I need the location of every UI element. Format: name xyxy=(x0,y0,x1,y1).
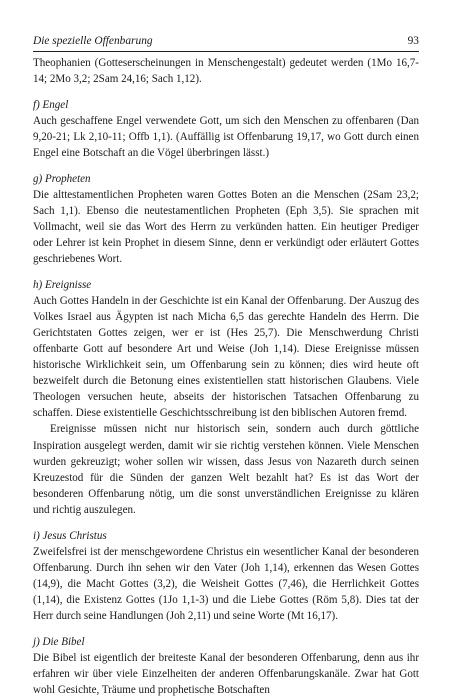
chapter-title: Die spezielle Offenbarung xyxy=(33,35,153,47)
section-propheten xyxy=(33,171,419,268)
section-engel xyxy=(33,97,419,161)
book-page xyxy=(33,34,419,698)
section-heading: g) Propheten xyxy=(33,172,91,185)
section-heading: j) Die Bibel xyxy=(33,635,85,648)
section-ereignisse xyxy=(33,277,419,518)
intro-paragraph: Theophanien (Gotteserscheinungen in Menschengestalt) gedeutet werden (1Mo 16,7-14; 2Mo 3,2; 2Sam 24,16; Sach 1,12). xyxy=(33,57,419,86)
page-number: 93 xyxy=(407,35,419,47)
body-paragraph: Ereignisse müssen nicht nur historisch sein, sondern auch durch göttliche Inspiration ausgelegt werden, damit wir sie richtig verstehen können. Viele Menschen wurden gekreuzigt; woher sollen wir wissen, dass Jesus von Nazareth durch seinen Kreuzestod für die Sünden der ganzen Welt bezahlt hat? Es ist das Wort der besonderen Offenbarung nötig, um die sonst unverständlichen Ereignisse zu klären und richtig auszulegen. xyxy=(33,423,419,516)
body-paragraph: Die alttestamentlichen Propheten waren Gottes Boten an die Menschen (2Sam 23,2; Sach 1,1). Ebenso die neutestamentlichen Propheten (Eph 3,5). Sie sprachen mit Vollmacht, weil sie das Wort des Herrn zu verkünden hatten. Ein heutiger Prediger oder Lehrer ist kein Prophet in diesem Sinne, denn er verkündigt oder erläutert Gottes geschriebenes Wort. xyxy=(33,188,419,266)
running-header xyxy=(33,34,419,52)
section-heading: h) Ereignisse xyxy=(33,278,92,291)
section-jesus-christus xyxy=(33,528,419,625)
section-die-bibel xyxy=(33,634,419,698)
body-paragraph: Zweifelsfrei ist der menschgewordene Christus ein wesentlicher Kanal der besonderen Offenbarung. Durch ihn sehen wir den Vater (Joh 1,14), erkennen das Wesen Gottes (14,9), die Macht Gottes (3,2), die Weisheit Gottes (7,46), die Herrlichkeit Gottes (1,14), die Existenz Gottes (1Jo 1,1-3) und die Liebe Gottes (Röm 5,8). Dies tat der Herr durch seine Handlungen (Joh 2,11) und seine Worte (Mt 16,17). xyxy=(33,545,419,622)
body-paragraph: Auch Gottes Handeln in der Geschichte ist ein Kanal der Offenbarung. Der Auszug des Volkes Israel aus Ägypten ist nach Micha 6,5 das gerechte Handeln des Herrn. Die Gerichtstaten Gottes zeigen, wer er ist (Hes 25,7). Die Menschwerdung Christi offenbarte Gott auf besondere Art und Weise (Joh 1,14). Diese Ereignisse müssen historische Wirklichkeit sein, um Offenbarung sein zu können; dies wird heute oft bezweifelt durch die Betonung eines existentiellen statt historischen Glaubens. Viele Theologen versuchen heute, abseits der historischen Tatsachen Offenbarung zu schaffen. Diese existentielle Geschichtsschreibung ist den biblischen Autoren fremd. xyxy=(33,294,419,420)
body-paragraph: Die Bibel ist eigentlich der breiteste Kanal der besonderen Offenbarung, denn aus ihr erfahren wir über viele Einzelheiten der anderen Offenbarungskanäle. Zwar hat Gott wohl Gesichte, Träume und prophetische Botschaften xyxy=(33,651,419,696)
section-heading: i) Jesus Christus xyxy=(33,529,107,542)
section-heading: f) Engel xyxy=(33,98,69,111)
body-paragraph: Auch geschaffene Engel verwendete Gott, um sich den Menschen zu offenbaren (Dan 9,20-21; Lk 2,10-11; Offb 1,1). (Auffällig ist Offenbarung 19,17, wo Gott durch einen Engel eine Botschaft an die Vögel überbringen lässt.) xyxy=(33,114,419,159)
